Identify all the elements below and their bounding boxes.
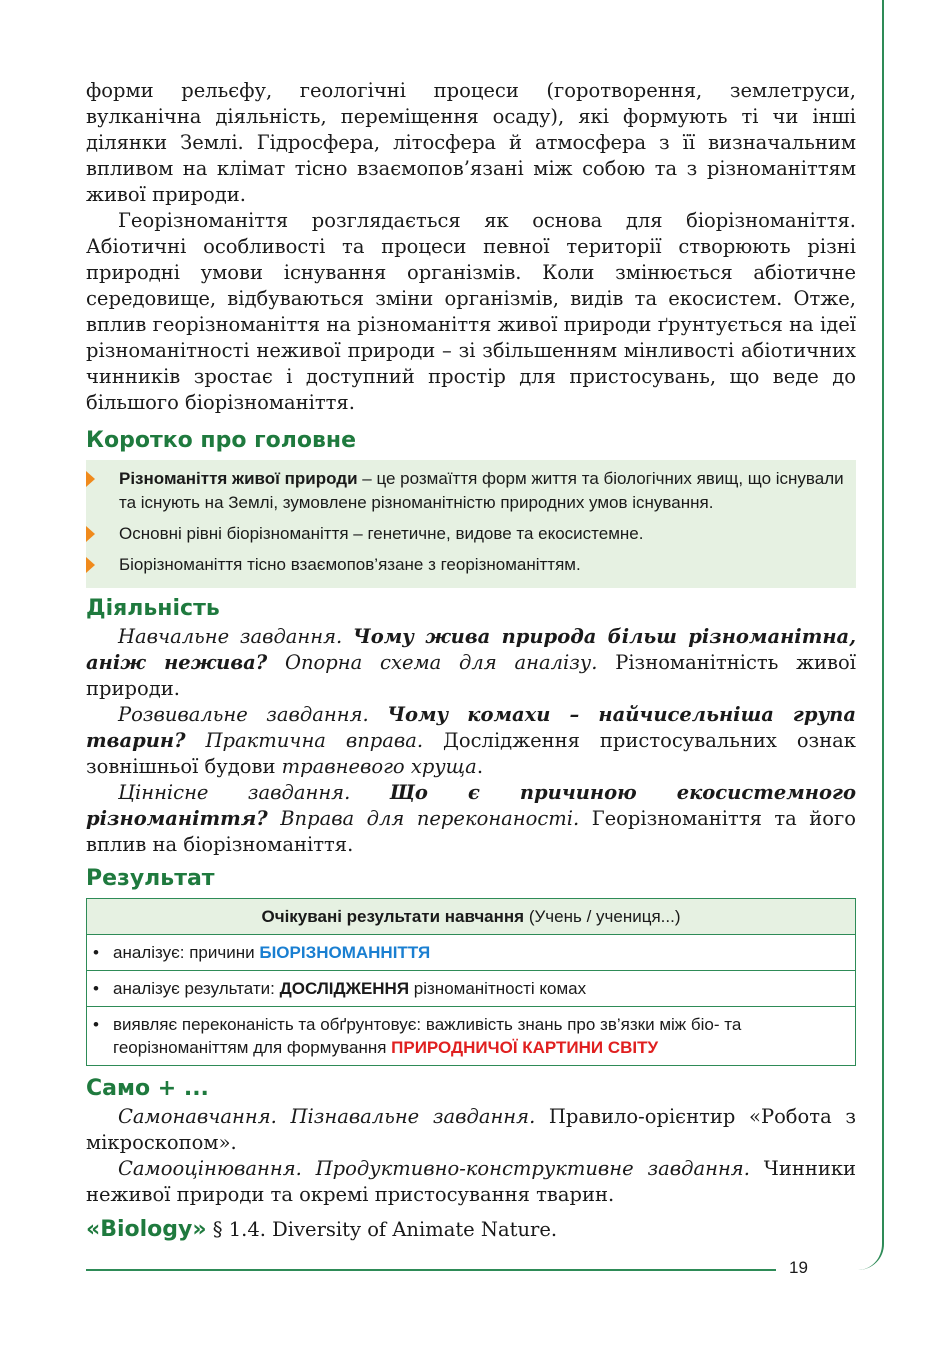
row-highlight: БІОРІЗНОМАННІТТЯ [259, 943, 431, 962]
task-topic: Георізноманіття та його вплив на біорізноманіття. [86, 807, 856, 856]
biology-reference [86, 1214, 856, 1246]
self-2 [86, 1156, 856, 1208]
table-row [87, 971, 856, 1007]
task-method: Вправа для переконаності. [280, 807, 580, 830]
summary-text: Біорізноманіття тісно взаємопов’язане з георізноманіттям. [119, 555, 581, 574]
summary-box [86, 460, 856, 588]
row-text: аналізує: причини [113, 943, 260, 962]
orange-arrow-icon [86, 557, 95, 573]
task-method: Практична вправа. [205, 729, 424, 752]
activity-3 [86, 780, 856, 858]
paragraph-2: Георізноманіття розглядається як основа для біорізноманіття. Абіотичні особливості та процеси певної території створюють різні природні умови існування організмів. Коли змінюється абіотичне середовище, відбуваються зміни організмів, видів та екосистем. Отже, вплив георізноманіття на різноманіття живої природи ґрунтується на ідеї різноманітності неживої природи – зі збільшенням мінливості абіотичних чинників зростає і доступний простір для пристосувань, що веде до більшого біорізноманіття. [86, 209, 856, 414]
orange-arrow-icon [86, 526, 95, 542]
summary-definition: – це розмаїття форм життя та біологічних явищ, що існували та існують на Землі, зумовлене різноманітністю природних умов існування. [119, 469, 844, 512]
page-content [86, 78, 856, 1246]
table-row [87, 935, 856, 971]
summary-item [86, 522, 846, 546]
summary-item [86, 467, 846, 515]
self-type: Самооцінювання. Продуктивно-конструктивне завдання. [118, 1157, 750, 1180]
task-type: Навчальне завдання. [118, 625, 343, 648]
task-method: Опорна схема для аналізу. [285, 651, 598, 674]
biology-label: «Biology» [86, 1217, 207, 1242]
self-text: Правило-орієнтир «Робота з мікроскопом». [86, 1105, 856, 1154]
result-heading: Результат [86, 866, 215, 891]
self-text: Чинники неживої природи та окремі пристосування тварин. [86, 1157, 856, 1206]
task-question: Чому комахи – найчисельніша група тварин? [86, 703, 856, 752]
row-text: аналізує результати: [113, 979, 280, 998]
summary-term: Різноманіття живої природи [119, 469, 358, 488]
task-type: Ціннісне завдання. [118, 781, 351, 804]
table-header-rest: (Учень / учениця...) [524, 907, 681, 926]
activity-1 [86, 624, 856, 702]
self-1 [86, 1104, 856, 1156]
task-topic: Дослідження пристосувальних ознак зовнішньої будови [86, 729, 856, 778]
table-cell [87, 1007, 856, 1066]
row-bold: ДОСЛІДЖЕННЯ [279, 979, 410, 998]
table-cell [87, 971, 856, 1007]
results-table [86, 898, 856, 1066]
task-type: Розвивальне завдання. [118, 703, 369, 726]
self-heading: Само + ... [86, 1076, 209, 1101]
table-row [87, 1007, 856, 1066]
activity-heading: Діяльність [86, 596, 220, 621]
row-text: виявляє переконаність та обґрунтовує: важливість знань про зв’язки між біо- та георізноманіттям для формування [113, 1015, 742, 1057]
table-header-bold: Очікувані результати навчання [261, 907, 525, 926]
orange-arrow-icon [86, 471, 95, 487]
summary-text: Основні рівні біорізноманіття – генетичне, видове та екосистемне. [119, 524, 644, 543]
task-topic-end: . [476, 755, 484, 778]
self-type: Самонавчання. Пізнавальне завдання. [118, 1105, 536, 1128]
table-header [87, 899, 856, 935]
row-rest: різноманітності комах [409, 979, 587, 998]
table-header-row [87, 899, 856, 935]
paragraph-1: форми рельєфу, геологічні процеси (горотворення, землетруси, вулканічна діяльність, переміщення осаду), які формують ті чи інші ділянки Землі. Гідросфера, літосфера й атмосфера з її визначальним впливом на клімат тісно взаємопов’язані між собою та з різноманіттям живої природи. [86, 79, 856, 206]
summary-heading: Коротко про головне [86, 428, 357, 453]
table-cell [87, 935, 856, 971]
footer-line [86, 1269, 776, 1271]
page-number: 19 [789, 1258, 808, 1277]
task-topic: Різноманітність живої природи. [86, 651, 856, 700]
task-question: Що є причиною екосистемного різноманіття? [86, 781, 856, 830]
activity-2 [86, 702, 856, 780]
task-topic-italic: травневого хруща [281, 755, 477, 778]
row-highlight: ПРИРОДНИЧОЇ КАРТИНИ СВІТУ [391, 1038, 659, 1057]
summary-item [86, 553, 846, 577]
biology-text: § 1.4. Diversity of Animate Nature. [206, 1218, 558, 1241]
task-question: Чому жива природа більш різноманітна, аніж нежива? [86, 625, 856, 674]
